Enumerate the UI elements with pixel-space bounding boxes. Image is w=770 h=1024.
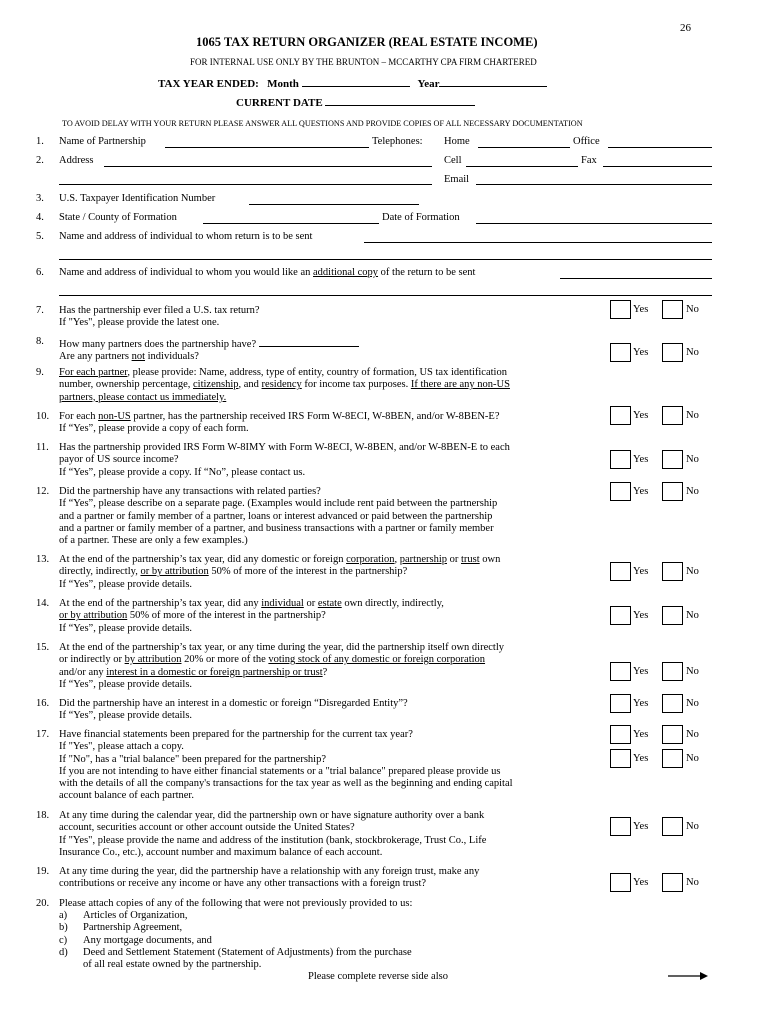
q11-text: Has the partnership provided IRS Form W-8IMY with Form W-8ECI, W-8BEN, and/or W-8BEN-E to each payor of US source income? If “Yes”, please provide a copy. If “No”, please contact us. <box>59 442 510 478</box>
q9-num: 9. <box>36 367 44 378</box>
q11-num: 11. <box>36 442 49 453</box>
q17-a-no-label: No <box>686 729 699 740</box>
q15-yes-checkbox[interactable] <box>610 662 631 681</box>
q14-no-label: No <box>686 610 699 621</box>
state-county-field[interactable] <box>203 223 379 224</box>
instruction: TO AVOID DELAY WITH YOUR RETURN PLEASE ANSWER ALL QUESTIONS AND PROVIDE COPIES OF ALL NECESSARY DOCUMENTATION <box>62 119 583 128</box>
q17-b-yes-label: Yes <box>633 753 649 764</box>
q2-num: 2. <box>36 155 44 166</box>
q1-num: 1. <box>36 136 44 147</box>
q19-yes-checkbox[interactable] <box>610 873 631 892</box>
q18-yes-checkbox[interactable] <box>610 817 631 836</box>
list-item: b) Partnership Agreement, <box>59 922 183 934</box>
email-field[interactable] <box>476 184 712 185</box>
copy-recipient-field-2[interactable] <box>59 295 712 296</box>
q12-yes-checkbox[interactable] <box>610 482 631 501</box>
form-subtitle: FOR INTERNAL USE ONLY BY THE BRUNTON – MCCARTHY CPA FIRM CHARTERED <box>190 57 537 67</box>
q3-label: U.S. Taxpayer Identification Number <box>59 193 216 204</box>
q17-text: Have financial statements been prepared for the partnership for the current tax year? If "Yes", please attach a copy. If "No", has a "trial balance" been prepared for the partnership? If you are not intending to have either financial statements or a "trial balance" prepared please provide us with the details of all the company's transactions for the tax year as well as the beginning and ending capital account balance of each partner. <box>59 729 513 802</box>
current-date-row <box>236 95 475 109</box>
office-label: Office <box>573 136 600 147</box>
q16-no-label: No <box>686 698 699 709</box>
q17-b-yes-checkbox[interactable] <box>610 749 631 768</box>
footer-note: Please complete reverse side also <box>308 971 448 982</box>
tin-field[interactable] <box>249 204 419 205</box>
q7-text: Has the partnership ever filed a U.S. tax return? If "Yes", please provide the latest one. <box>59 305 260 329</box>
q16-no-checkbox[interactable] <box>662 694 683 713</box>
return-recipient-field-2[interactable] <box>59 259 712 260</box>
q17-b-no-label: No <box>686 753 699 764</box>
q20-text: Please attach copies of any of the following that were not previously provided to us: <box>59 898 413 909</box>
tax-year-label: TAX YEAR ENDED: <box>158 78 259 90</box>
q12-num: 12. <box>36 486 50 497</box>
q19-no-label: No <box>686 877 699 888</box>
q17-num: 17. <box>36 729 50 740</box>
q7-no-checkbox[interactable] <box>662 300 683 319</box>
q16-yes-label: Yes <box>633 698 649 709</box>
q8-no-label: No <box>686 347 699 358</box>
q18-no-checkbox[interactable] <box>662 817 683 836</box>
q15-text: At the end of the partnership’s tax year, or any time during the year, did the partnership itself own directly or indirectly or by attribution 20% or more of the voting stock of any domestic or foreign corporation and/or any interest in a domestic or foreign partnership or trust? If “Yes”, please provide details. <box>59 642 504 690</box>
q15-no-label: No <box>686 666 699 677</box>
q17-a-yes-checkbox[interactable] <box>610 725 631 744</box>
q11-no-checkbox[interactable] <box>662 450 683 469</box>
q17-a-no-checkbox[interactable] <box>662 725 683 744</box>
q4-label: State / County of Formation <box>59 212 177 223</box>
q14-text: At the end of the partnership’s tax year, did any individual or estate own directly, indirectly, or by attribution 50% of more of the interest in the partnership? If “Yes”, please provide details. <box>59 598 444 634</box>
telephones-label: Telephones: <box>372 136 423 147</box>
q12-yes-label: Yes <box>633 486 649 497</box>
q10-no-label: No <box>686 410 699 421</box>
q18-text: At any time during the calendar year, did the partnership own or have signature authority over a bank account, securities account or other account outside the United States? If "Yes", please provide the name and address of the institution (bank, stockbrokerage, Trust Co., Life Insurance Co., etc.), account number and maximum balance of each account. <box>59 810 487 858</box>
q5-num: 5. <box>36 231 44 242</box>
q19-yes-label: Yes <box>633 877 649 888</box>
q10-yes-checkbox[interactable] <box>610 406 631 425</box>
q10-no-checkbox[interactable] <box>662 406 683 425</box>
q11-yes-checkbox[interactable] <box>610 450 631 469</box>
q9-text: For each partner, please provide: Name, address, type of entity, country of formation, US tax identification number, ownership percentage, citizenship, and residency for income tax purposes. If there are any non-US partners, please contact us immediately. <box>59 367 510 403</box>
q19-num: 19. <box>36 866 50 877</box>
cell-field[interactable] <box>466 166 578 167</box>
q5-label: Name and address of individual to whom return is to be sent <box>59 231 313 242</box>
q8-yes-checkbox[interactable] <box>610 343 631 362</box>
q19-no-checkbox[interactable] <box>662 873 683 892</box>
q18-yes-label: Yes <box>633 821 649 832</box>
q8-text: How many partners does the partnership have? Are any partners not individuals? <box>59 336 619 364</box>
fax-field[interactable] <box>603 166 712 167</box>
q10-yes-label: Yes <box>633 410 649 421</box>
q17-b-no-checkbox[interactable] <box>662 749 683 768</box>
fax-label: Fax <box>581 155 597 166</box>
current-date-field[interactable] <box>325 95 475 106</box>
q14-yes-label: Yes <box>633 610 649 621</box>
date-of-formation-field[interactable] <box>476 223 712 224</box>
address-field-1[interactable] <box>104 166 432 167</box>
q15-yes-label: Yes <box>633 666 649 677</box>
year-field[interactable] <box>439 76 547 87</box>
q7-num: 7. <box>36 305 44 316</box>
email-label: Email <box>444 174 470 185</box>
q13-text: At the end of the partnership’s tax year, did any domestic or foreign corporation, partnership or trust own directly, indirectly, or by attribution 50% of more of the interest in the partnership? If “Yes”, please provide details. <box>59 554 501 590</box>
current-date-label: CURRENT DATE <box>236 97 323 109</box>
q10-num: 10. <box>36 411 50 422</box>
return-recipient-field-1[interactable] <box>364 242 712 243</box>
q3-num: 3. <box>36 193 44 204</box>
partnership-name-field[interactable] <box>165 147 369 148</box>
list-item-cont: of all real estate owned by the partnership. <box>83 959 262 971</box>
q18-no-label: No <box>686 821 699 832</box>
tax-year-row <box>158 76 547 90</box>
month-field[interactable] <box>302 76 410 87</box>
q8-no-checkbox[interactable] <box>662 343 683 362</box>
date-of-formation-label: Date of Formation <box>382 212 460 223</box>
arrow-right-icon <box>668 970 708 982</box>
q15-no-checkbox[interactable] <box>662 662 683 681</box>
q11-no-label: No <box>686 454 699 465</box>
q20-list <box>59 910 619 971</box>
q2-label: Address <box>59 155 94 166</box>
partner-count-field[interactable] <box>259 336 359 347</box>
list-item: c) Any mortgage documents, and <box>59 934 212 946</box>
month-label: Month <box>267 78 299 90</box>
form-title: 1065 TAX RETURN ORGANIZER (REAL ESTATE INCOME) <box>196 35 538 49</box>
q13-no-checkbox[interactable] <box>662 562 683 581</box>
q1-label: Name of Partnership <box>59 136 146 147</box>
cell-label: Cell <box>444 155 462 166</box>
home-label: Home <box>444 136 470 147</box>
q12-text: Did the partnership have any transactions with related parties? If “Yes”, please describe on a separate page. (Examples would include rent paid between the partnership and a partner or family member of a partner, loans or interest advanced or paid between the partnership and a partner or family member of a partner, and business transactions with a partner or family member of a partner. These are only a few examples.) <box>59 486 498 547</box>
q12-no-label: No <box>686 486 699 497</box>
q13-yes-label: Yes <box>633 566 649 577</box>
list-item: d) Deed and Settlement Statement (Statement of Adjustments) from the purchase <box>59 946 412 958</box>
q19-text: At any time during the year, did the partnership have a relationship with any foreign trust, make any contributions or receive any income or have any other transactions with a foreign trust? <box>59 866 480 890</box>
q8-num: 8. <box>36 336 44 347</box>
address-field-2[interactable] <box>59 184 432 185</box>
q10-text: For each non-US partner, has the partnership received IRS Form W-8ECI, W-8BEN, and/or W-8BEN-E? If “Yes”, please provide a copy of each form. <box>59 411 500 435</box>
q13-no-label: No <box>686 566 699 577</box>
q13-num: 13. <box>36 554 50 565</box>
q16-yes-checkbox[interactable] <box>610 694 631 713</box>
q14-num: 14. <box>36 598 50 609</box>
q8-yes-label: Yes <box>633 347 649 358</box>
page-number: 26 <box>680 22 691 34</box>
q12-no-checkbox[interactable] <box>662 482 683 501</box>
home-phone-field[interactable] <box>478 147 570 148</box>
q7-yes-checkbox[interactable] <box>610 300 631 319</box>
q14-no-checkbox[interactable] <box>662 606 683 625</box>
q20-num: 20. <box>36 898 50 909</box>
q11-yes-label: Yes <box>633 454 649 465</box>
q17-a-yes-label: Yes <box>633 729 649 740</box>
q18-num: 18. <box>36 810 50 821</box>
year-label: Year <box>417 78 440 90</box>
list-item: a) Articles of Organization, <box>59 910 188 921</box>
q16-text: Did the partnership have an interest in a domestic or foreign “Disregarded Entity”? If “Yes”, please provide details. <box>59 698 408 722</box>
q15-num: 15. <box>36 642 50 653</box>
office-phone-field[interactable] <box>608 147 712 148</box>
copy-recipient-field-1[interactable] <box>560 278 712 279</box>
q7-yes-label: Yes <box>633 304 649 315</box>
q6-num: 6. <box>36 267 44 278</box>
q14-yes-checkbox[interactable] <box>610 606 631 625</box>
q13-yes-checkbox[interactable] <box>610 562 631 581</box>
q16-num: 16. <box>36 698 50 709</box>
q6-label: Name and address of individual to whom you would like an additional copy of the return to be sent <box>59 267 476 278</box>
q7-no-label: No <box>686 304 699 315</box>
q4-num: 4. <box>36 212 44 223</box>
